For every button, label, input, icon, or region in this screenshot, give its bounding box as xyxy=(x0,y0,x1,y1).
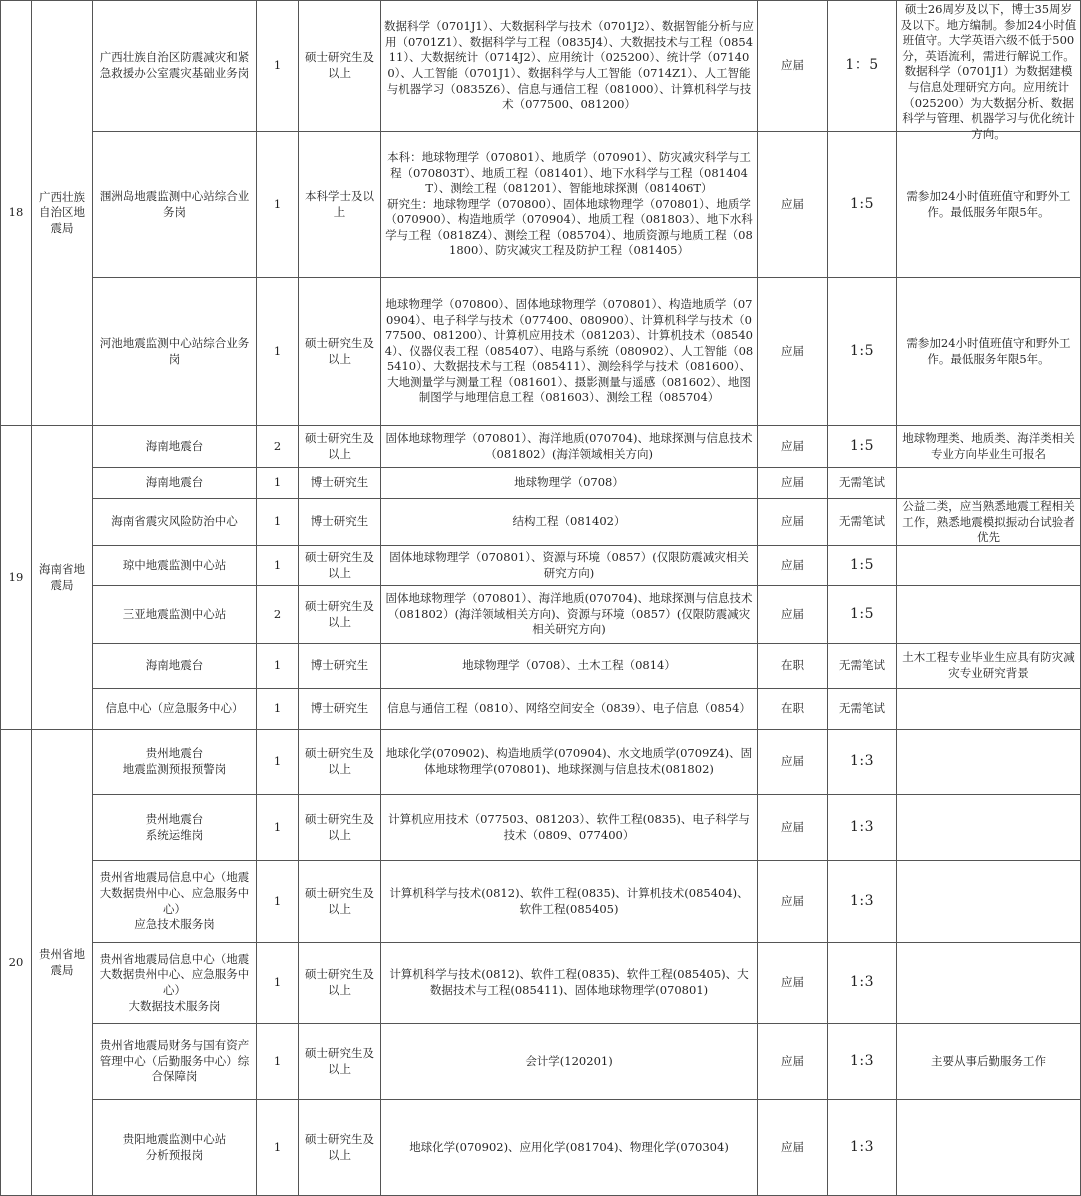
remarks: 公益二类，应当熟悉地震工程相关工作，熟悉地震模拟振动台试验者优先 xyxy=(902,499,1075,545)
graduate-status: 应届 xyxy=(758,1,828,132)
education: 硕士研究生及以上 xyxy=(299,278,381,426)
table-row xyxy=(1,1,1081,132)
graduate-status: 应届 xyxy=(758,943,828,1024)
post-name: 琼中地震监测中心站 xyxy=(93,546,257,586)
major-requirement: 地球物理学（070800）、固体地球物理学（070801）、构造地质学（070904）、电子科学与技术（077400、080900）、计算机科学与技术（077500、081200）、计算机应用技术（081203）、计算机技术（085404）、仪器仪表工程（085407）、电路与系统（080902）、人工智能（085410）、大数据技术与工程（085411）、测绘科学与技术（081600）、大地测量学与测量工程（081601）、摄影测量与遥感（081602）、地图制图学与地理信息工程（081603）、测绘工程（085704） xyxy=(381,278,758,426)
exam-ratio: 无需笔试 xyxy=(828,499,897,546)
education: 硕士研究生及以上 xyxy=(299,861,381,943)
post-name: 贵州省地震局信息中心（地震大数据贵州中心、应急服务中心） 应急技术服务岗 xyxy=(93,861,257,943)
remarks xyxy=(897,1100,1081,1196)
post-name: 贵州地震台 系统运维岗 xyxy=(93,795,257,861)
table-row xyxy=(1,644,1081,689)
hire-count: 1 xyxy=(257,1,299,132)
major-requirement: 固体地球物理学（070801）、海洋地质(070704)、地球探测与信息技术（081802）(海洋领域相关方向)、资源与环境（0857）(仅限防震减灾相关研究方向) xyxy=(381,586,758,644)
remarks: 主要从事后勤服务工作 xyxy=(897,1024,1081,1100)
hire-count: 2 xyxy=(257,586,299,644)
remarks: 土木工程专业毕业生应具有防灾减灾专业研究背景 xyxy=(897,644,1081,689)
hire-count: 1 xyxy=(257,1100,299,1196)
education: 硕士研究生及以上 xyxy=(299,426,381,468)
unit-name: 贵州省地震局 xyxy=(32,730,93,1196)
post-name: 贵州省地震局财务与国有资产管理中心（后勤服务中心）综合保障岗 xyxy=(93,1024,257,1100)
table-row xyxy=(1,132,1081,278)
education: 硕士研究生及以上 xyxy=(299,730,381,795)
table-row xyxy=(1,943,1081,1024)
hire-count: 1 xyxy=(257,689,299,730)
exam-ratio: 1:3 xyxy=(828,730,897,795)
education: 硕士研究生及以上 xyxy=(299,586,381,644)
major-requirement: 本科：地球物理学（070801）、地质学（070901）、防灾减灾科学与工程（070803T）、地质工程（081401）、地下水科学与工程（081404T）、测绘工程（081201）、智能地球探测（081406T） 研究生：地球物理学（070800）、固体地球物理学（070801）、地质学（070900）、构造地质学（070904）、地质工程（081803）、地下水科学与工程（0818Z4）、测绘工程（085704）、地质资源与地质工程（081800）、防灾减灾工程及防护工程（081405） xyxy=(381,132,758,278)
major-requirement: 会计学(120201) xyxy=(381,1024,758,1100)
graduate-status: 应届 xyxy=(758,278,828,426)
table-row xyxy=(1,861,1081,943)
education: 硕士研究生及以上 xyxy=(299,1,381,132)
unit-name: 海南省地震局 xyxy=(32,426,93,730)
hire-count: 1 xyxy=(257,468,299,499)
remarks xyxy=(897,730,1081,795)
remarks xyxy=(897,468,1081,499)
table-row xyxy=(1,689,1081,730)
remarks: 地球物理类、地质类、海洋类相关专业方向毕业生可报名 xyxy=(897,426,1081,468)
exam-ratio: 无需笔试 xyxy=(828,468,897,499)
post-name: 广西壮族自治区防震减灾和紧急救援办公室震灾基础业务岗 xyxy=(93,1,257,132)
graduate-status: 应届 xyxy=(758,468,828,499)
major-requirement: 信息与通信工程（0810）、网络空间安全（0839）、电子信息（0854） xyxy=(381,689,758,730)
post-name: 贵州省地震局信息中心（地震大数据贵州中心、应急服务中心） 大数据技术服务岗 xyxy=(93,943,257,1024)
table-row xyxy=(1,426,1081,468)
major-requirement: 数据科学（0701J1）、大数据科学与技术（0701J2）、数据智能分析与应用（0701Z1）、数据科学与工程（0835J4）、大数据技术与工程（085411）、大数据统计（0714J2）、应用统计（025200）、统计学（071400）、人工智能（0701J1）、数据科学与人工智能（0714Z1）、人工智能与机器学习（0835Z6）、信息与通信工程（081000）、计算机科学与技术（077500、081200） xyxy=(381,1,758,132)
graduate-status: 应届 xyxy=(758,546,828,586)
major-requirement: 地球化学(070902)、应用化学(081704)、物理化学(070304) xyxy=(381,1100,758,1196)
exam-ratio: 1:5 xyxy=(828,132,897,278)
major-requirement: 结构工程（081402） xyxy=(381,499,758,546)
remarks: 硕士26周岁及以下，博士35周岁及以下。地方编制。参加24小时值班值守。大学英语六级不低于500分，英语流利，需进行解说工作。数据科学（0701J1）为数据建模与信息处理研究方向。应用统计（025200）为大数据分析、数据科学与管理、机器学习与优化统计方向。 xyxy=(900,2,1077,141)
major-requirement: 固体地球物理学（070801）、资源与环境（0857）(仅限防震减灾相关研究方向) xyxy=(381,546,758,586)
remarks xyxy=(897,689,1081,730)
major-requirement: 地球物理学（0708）、土木工程（0814） xyxy=(381,644,758,689)
hire-count: 1 xyxy=(257,861,299,943)
exam-ratio: 1:5 xyxy=(828,546,897,586)
remarks xyxy=(897,586,1081,644)
major-requirement: 计算机科学与技术(0812)、软件工程(0835)、软件工程(085405)、大数据技术与工程(085411)、固体地球物理学(070801) xyxy=(381,943,758,1024)
exam-ratio: 1：5 xyxy=(828,1,897,132)
hire-count: 1 xyxy=(257,132,299,278)
post-name: 海南地震台 xyxy=(93,644,257,689)
hire-count: 1 xyxy=(257,1024,299,1100)
remarks: 需参加24小时值班值守和野外工作。最低服务年限5年。 xyxy=(897,132,1081,278)
education: 硕士研究生及以上 xyxy=(299,1024,381,1100)
graduate-status: 应届 xyxy=(758,861,828,943)
graduate-status: 应届 xyxy=(758,132,828,278)
hire-count: 1 xyxy=(257,546,299,586)
table-row xyxy=(1,468,1081,499)
graduate-status: 应届 xyxy=(758,426,828,468)
post-name: 贵州地震台 地震监测预报预警岗 xyxy=(93,730,257,795)
graduate-status: 应届 xyxy=(758,499,828,546)
major-requirement: 计算机应用技术（077503、081203）、软件工程(0835)、电子科学与技术（0809、077400） xyxy=(381,795,758,861)
exam-ratio: 1:5 xyxy=(828,586,897,644)
post-name: 海南省震灾风险防治中心 xyxy=(93,499,257,546)
table-row xyxy=(1,278,1081,426)
graduate-status: 应届 xyxy=(758,586,828,644)
education: 本科学士及以上 xyxy=(299,132,381,278)
group-number: 20 xyxy=(1,730,32,1196)
group-number: 18 xyxy=(1,1,32,426)
exam-ratio: 无需笔试 xyxy=(828,689,897,730)
exam-ratio: 1:3 xyxy=(828,861,897,943)
exam-ratio: 1:3 xyxy=(828,1024,897,1100)
post-name: 涠洲岛地震监测中心站综合业务岗 xyxy=(93,132,257,278)
graduate-status: 应届 xyxy=(758,1100,828,1196)
post-name: 贵阳地震监测中心站 分析预报岗 xyxy=(93,1100,257,1196)
hire-count: 1 xyxy=(257,730,299,795)
graduate-status: 应届 xyxy=(758,1024,828,1100)
remarks xyxy=(897,546,1081,586)
exam-ratio: 1:5 xyxy=(828,426,897,468)
table-row xyxy=(1,499,1081,546)
table-row xyxy=(1,546,1081,586)
group-number: 19 xyxy=(1,426,32,730)
education: 博士研究生 xyxy=(299,468,381,499)
education: 硕士研究生及以上 xyxy=(299,943,381,1024)
hire-count: 1 xyxy=(257,644,299,689)
table-row xyxy=(1,1024,1081,1100)
hire-count: 1 xyxy=(257,943,299,1024)
table-row xyxy=(1,586,1081,644)
remarks: 需参加24小时值班值守和野外工作。最低服务年限5年。 xyxy=(897,278,1081,426)
table-row xyxy=(1,1100,1081,1196)
major-requirement: 地球物理学（0708） xyxy=(381,468,758,499)
hire-count: 1 xyxy=(257,499,299,546)
graduate-status: 在职 xyxy=(758,689,828,730)
table-row xyxy=(1,730,1081,795)
exam-ratio: 1:3 xyxy=(828,1100,897,1196)
remarks xyxy=(897,795,1081,861)
unit-name: 广西壮族自治区地震局 xyxy=(32,1,93,426)
graduate-status: 应届 xyxy=(758,795,828,861)
hire-count: 1 xyxy=(257,278,299,426)
graduate-status: 应届 xyxy=(758,730,828,795)
education: 博士研究生 xyxy=(299,499,381,546)
post-name: 海南地震台 xyxy=(93,426,257,468)
education: 硕士研究生及以上 xyxy=(299,795,381,861)
graduate-status: 在职 xyxy=(758,644,828,689)
post-name: 河池地震监测中心站综合业务岗 xyxy=(93,278,257,426)
exam-ratio: 1:3 xyxy=(828,943,897,1024)
hire-count: 1 xyxy=(257,795,299,861)
exam-ratio: 1:5 xyxy=(828,278,897,426)
major-requirement: 固体地球物理学（070801）、海洋地质(070704)、地球探测与信息技术（081802）(海洋领域相关方向) xyxy=(381,426,758,468)
education: 博士研究生 xyxy=(299,644,381,689)
education: 博士研究生 xyxy=(299,689,381,730)
exam-ratio: 无需笔试 xyxy=(828,644,897,689)
exam-ratio: 1:3 xyxy=(828,795,897,861)
education: 硕士研究生及以上 xyxy=(299,546,381,586)
remarks xyxy=(897,943,1081,1024)
education: 硕士研究生及以上 xyxy=(299,1100,381,1196)
major-requirement: 计算机科学与技术(0812)、软件工程(0835)、计算机技术(085404)、软件工程(085405) xyxy=(381,861,758,943)
remarks xyxy=(897,861,1081,943)
post-name: 海南地震台 xyxy=(93,468,257,499)
hire-count: 2 xyxy=(257,426,299,468)
major-requirement: 地球化学(070902)、构造地质学(070904)、水文地质学(0709Z4)、固体地球物理学(070801)、地球探测与信息技术(081802) xyxy=(381,730,758,795)
table-row xyxy=(1,795,1081,861)
post-name: 三亚地震监测中心站 xyxy=(93,586,257,644)
post-name: 信息中心（应急服务中心） xyxy=(93,689,257,730)
